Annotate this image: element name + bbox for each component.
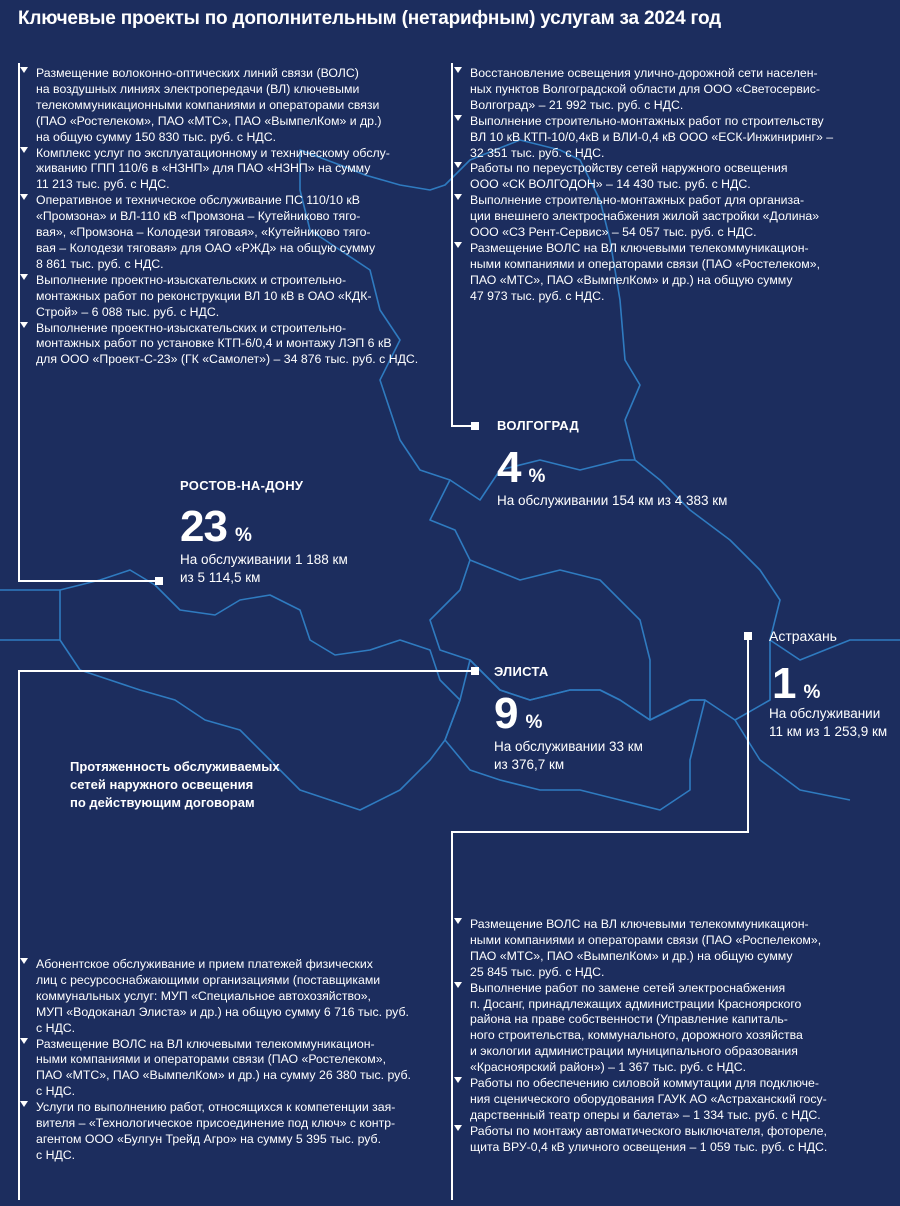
- rostov-percent: 23 %: [180, 502, 252, 551]
- list-item: Работы по переустройству сетей наружного освещения ООО «СК ВОЛГОДОН» – 14 430 тыс. руб. с НДС.: [470, 161, 890, 193]
- elista-marker: [471, 667, 479, 675]
- astrakhan-city-name: Астрахань: [769, 628, 837, 644]
- rostov-description: На обслуживании 1 188 км из 5 114,5 км: [180, 552, 348, 585]
- elista-connector-line-h: [18, 670, 476, 672]
- bullet-icon: [454, 918, 462, 924]
- list-item: Выполнение строительно-монтажных работ для организа- ции внешнего электроснабжения жилой застройки «Долина» ООО «СЗ Рент-Сервис» – 54 057 тыс. руб. с НДС.: [470, 193, 890, 241]
- bullet-icon: [20, 958, 28, 964]
- rostov-city-name: РОСТОВ-НА-ДОНУ: [180, 478, 304, 493]
- bullet-icon: [20, 274, 28, 280]
- bullet-icon: [20, 194, 28, 200]
- bullet-icon: [454, 242, 462, 248]
- astrakhan-project-list: [470, 917, 890, 1156]
- volgograd-project-list: [470, 66, 890, 305]
- astrakhan-connector-line: [747, 636, 749, 832]
- list-item: Работы по монтажу автоматического выключателя, фотореле, щита ВРУ-0,4 кВ уличного освещения – 1 059 тыс. руб. с НДС.: [470, 1124, 890, 1156]
- bullet-icon: [20, 67, 28, 73]
- list-item: Оперативное и техническое обслуживание ПС 110/10 кВ «Промзона» и ВЛ-110 кВ «Промзона – Кутейниково тяго- вая», «Промзона – Колодези тяговая», «Кутейниково тяго- вая – Колодези тяговая» для ОАО «РЖД» на общую сумму 8 861 тыс. руб. с НДС.: [36, 193, 436, 273]
- elista-city-name: ЭЛИСТА: [494, 664, 549, 679]
- rostov-project-list: [36, 66, 436, 368]
- bullet-icon: [454, 67, 462, 73]
- list-item: Выполнение строительно-монтажных работ по строительству ВЛ 10 кВ КТП-10/0,4кВ и ВЛИ-0,4 кВ ООО «ЕСК-Инжиниринг» – 32 351 тыс. руб. с НДС.: [470, 114, 890, 162]
- elista-connector-line: [18, 670, 20, 1200]
- list-item: Комплекс услуг по эксплуатационному и техническому обслу- живанию ГПП 110/6 в «НЗНП» для ПАО «НЗНП» на сумму 11 213 тыс. руб. с НДС.: [36, 146, 436, 194]
- rostov-marker: [155, 577, 163, 585]
- astrakhan-connector-line-2: [451, 831, 453, 1200]
- bullet-icon: [20, 147, 28, 153]
- volgograd-connector-line: [451, 63, 453, 426]
- bullet-icon: [454, 1125, 462, 1131]
- bullet-icon: [454, 162, 462, 168]
- bullet-icon: [454, 982, 462, 988]
- inner-border-3: [0, 590, 60, 640]
- list-item: Выполнение проектно-изыскательских и строительно- монтажных работ по установке КТП-6/0,4 и монтажу ЛЭП 6 кВ для ООО «Проект-С-23» (ГК «Самолет») – 34 876 тыс. руб. с НДС.: [36, 321, 436, 369]
- list-item: Размещение ВОЛС на ВЛ ключевыми телекоммуникацион- ными компаниями и операторами связи (ПАО «Роспелеком», ПАО «МТС», ПАО «ВымпелКом» и др.) на общую сумму 25 845 тыс. руб. с НДС.: [470, 917, 890, 981]
- bullet-icon: [454, 194, 462, 200]
- bullet-icon: [20, 1101, 28, 1107]
- list-item: Выполнение работ по замене сетей электроснабжения п. Досанг, принадлежащих администрации Красноярского района на праве собственности (Управление капиталь- ного строительства, коммунального, дорожного хозяйства и экологии администрации муниципального образования «Красноярский район») – 1 367 тыс. руб. с НДС.: [470, 981, 890, 1076]
- bullet-icon: [454, 1077, 462, 1083]
- bullet-icon: [454, 115, 462, 121]
- list-item: Восстановление освещения улично-дорожной сети населен- ных пунктов Волгоградской области для ООО «Светосервис- Волгоград» – 21 992 тыс. руб. с НДС.: [470, 66, 890, 114]
- list-item: Услуги по выполнению работ, относящихся к компетенции зая- вителя – «Технологическое присоединение под ключ» с контр- агентом ООО «Булгун Трейд Агро» на сумму 5 395 тыс. руб. с НДС.: [36, 1100, 436, 1164]
- list-item: Размещение волоконно-оптических линий связи (ВОЛС) на воздушных линиях электропередачи (ВЛ) ключевыми телекоммуникационными компаниями и операторами связи (ПАО «Ростелеком», ПАО «МТС», ПАО «ВымпелКом» и др.) на общую сумму 150 830 тыс. руб. с НДС.: [36, 66, 436, 146]
- rostov-connector-line-h: [18, 580, 158, 582]
- volgograd-percent: 4 %: [497, 443, 546, 492]
- astrakhan-connector-line-h: [451, 831, 749, 833]
- elista-percent: 9 %: [494, 689, 543, 738]
- volgograd-description: На обслуживании 154 км из 4 383 км: [497, 493, 728, 508]
- list-item: Размещение ВОЛС на ВЛ ключевыми телекоммуникацион- ными компаниями и операторами связи (ПАО «Ростелеком», ПАО «МТС», ПАО «ВымпелКом» и др.) на сумму 26 380 тыс. руб. с НДС.: [36, 1037, 436, 1101]
- elista-description: На обслуживании 33 км из 376,7 км: [494, 739, 643, 772]
- bullet-icon: [20, 1038, 28, 1044]
- map-caption: Протяженность обслуживаемых сетей наружного освещения по действующим договорам: [70, 759, 280, 810]
- kalmykia-region-border: [445, 660, 705, 810]
- elista-project-list: [36, 957, 436, 1164]
- bullet-icon: [20, 322, 28, 328]
- astrakhan-percent: 1 %: [772, 659, 821, 708]
- list-item: Выполнение проектно-изыскательских и строительно- монтажных работ по реконструкции ВЛ 10 кВ в ОАО «КДК- Строй» – 6 088 тыс. руб. с НДС.: [36, 273, 436, 321]
- list-item: Размещение ВОЛС на ВЛ ключевыми телекоммуникацион- ными компаниями и операторами связи (ПАО «Ростелеком», ПАО «МТС», ПАО «ВымпелКом» и др.) на общую сумму 47 973 тыс. руб. с НДС.: [470, 241, 890, 305]
- list-item: Работы по обеспечению силовой коммутации для подключе- ния сценического оборудования ГАУК АО «Астраханский госу- дарственный театр оперы и балета» – 1 334 тыс. руб. с НДС.: [470, 1076, 890, 1124]
- volgograd-city-name: ВОЛГОГРАД: [497, 418, 580, 433]
- page-title: Ключевые проекты по дополнительным (нетарифным) услугам за 2024 год: [18, 8, 722, 29]
- list-item: Абонентское обслуживание и прием платежей физических лиц с ресурсоснабжающими организациями (поставщиками коммунальных услуг: МУП «Специальное автохозяйство», МУП «Водоканал Элиста» и др.) на общую сумму 6 716 тыс. руб. с НДС.: [36, 957, 436, 1037]
- volgograd-marker: [471, 422, 479, 430]
- astrakhan-description: На обслуживании 11 км из 1 253,9 км: [769, 706, 888, 739]
